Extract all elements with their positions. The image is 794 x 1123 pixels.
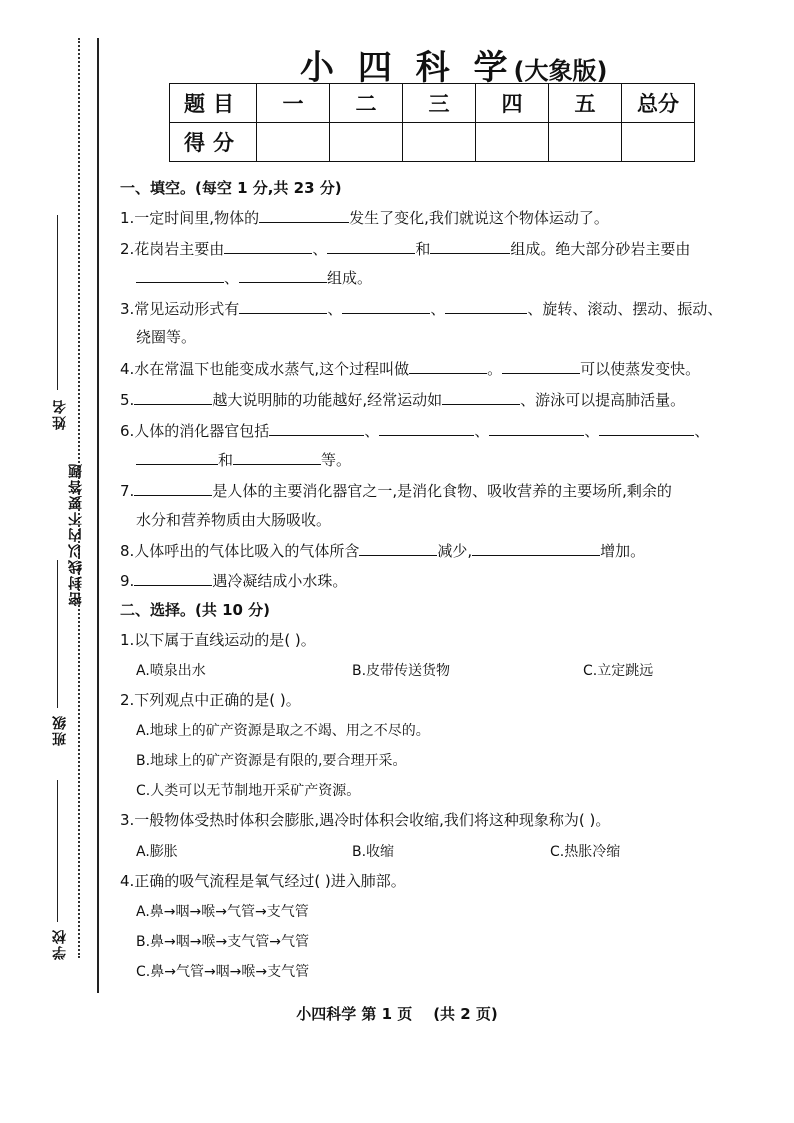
edition-text: (大象版) [513, 57, 608, 85]
choice-q3-stem: 3.一般物体受热时体积会膨胀,遇冷时体积会收缩,我们将这种现象称为( )。 [120, 811, 611, 829]
section1-heading: 一、填空。(每空 1 分,共 23 分) [120, 179, 342, 197]
q6-text-b: 、 [364, 422, 380, 440]
page-footer: 小四科学 第 1 页 (共 2 页) [296, 1005, 498, 1023]
fill-q2-line2 [136, 267, 372, 288]
binding-line [97, 38, 99, 993]
q8-text-b: 减少, [437, 542, 473, 560]
fill-q6-line2 [136, 449, 351, 470]
q2-text-f: 组成。 [327, 269, 373, 287]
q7-text-a: 7. [120, 482, 135, 500]
q2-text-b: 、 [312, 240, 328, 258]
q5-text-a: 5. [120, 391, 135, 409]
fill-q9 [120, 570, 347, 591]
q1-text-a: 1.一定时间里,物体的 [120, 209, 260, 227]
q8-text-a: 8.人体呼出的气体比吸入的气体所含 [120, 542, 360, 560]
score-cell: 一 [257, 84, 330, 123]
fill-q2-line1 [120, 238, 690, 259]
answer-blank[interactable] [489, 420, 584, 436]
score-input-cell[interactable] [622, 123, 695, 162]
score-cell: 三 [403, 84, 476, 123]
fill-q4 [120, 358, 700, 379]
choice-q1-option-b[interactable]: B.皮带传送货物 [352, 663, 451, 679]
fill-q6-line1 [120, 420, 709, 441]
fill-q7-line2: 水分和营养物质由大肠吸收。 [136, 511, 332, 529]
score-cell: 总分 [622, 84, 695, 123]
answer-blank[interactable] [409, 358, 487, 374]
score-table-score-row [170, 123, 695, 162]
answer-blank[interactable] [445, 298, 527, 314]
q8-text-c: 增加。 [600, 542, 646, 560]
answer-blank[interactable] [599, 420, 694, 436]
q4-text-c: 可以使蒸发变快。 [580, 360, 701, 378]
score-input-cell[interactable] [476, 123, 549, 162]
score-table-header-row [170, 84, 695, 123]
answer-blank[interactable] [502, 358, 580, 374]
fill-q3-line2: 绕圈等。 [136, 328, 197, 346]
q6-text-f: 等。 [321, 451, 352, 469]
answer-blank[interactable] [442, 389, 520, 405]
q2-text-d: 组成。绝大部分砂岩主要由 [510, 240, 691, 258]
score-label-cell: 得分 [170, 123, 257, 162]
q6-text-d: 、 [584, 422, 600, 440]
answer-blank[interactable] [430, 238, 510, 254]
q2-text-c: 和 [415, 240, 431, 258]
q4-text-a: 4.水在常温下也能变成水蒸气,这个过程叫做 [120, 360, 410, 378]
answer-blank[interactable] [359, 540, 437, 556]
choice-q1-option-c[interactable]: C.立定跳远 [583, 663, 654, 679]
score-input-cell[interactable] [257, 123, 330, 162]
choice-q2-option-b[interactable]: B.地球上的矿产资源是有限的,要合理开采。 [136, 753, 407, 769]
title-text: 小 四 科 学 [300, 48, 514, 88]
score-cell: 题目 [170, 84, 257, 123]
q4-text-b: 。 [487, 360, 503, 378]
answer-blank[interactable] [327, 238, 415, 254]
q1-text-b: 发生了变化,我们就说这个物体运动了。 [349, 209, 609, 227]
q3-text-d: 、旋转、滚动、摆动、振动、 [527, 300, 723, 318]
q5-text-b: 越大说明肺的功能越好,经常运动如 [212, 391, 443, 409]
answer-blank[interactable] [134, 570, 212, 586]
choice-q1-option-a[interactable]: A.喷泉出水 [136, 663, 206, 679]
fill-q8 [120, 540, 645, 561]
q9-text-a: 9. [120, 572, 135, 590]
answer-blank[interactable] [379, 420, 474, 436]
score-cell: 五 [549, 84, 622, 123]
school-field[interactable] [57, 780, 58, 922]
choice-q2-stem: 2.下列观点中正确的是( )。 [120, 691, 301, 709]
q3-text-a: 3.常见运动形式有 [120, 300, 240, 318]
q9-text-b: 遇冷凝结成小水珠。 [212, 572, 348, 590]
answer-blank[interactable] [233, 449, 321, 465]
q5-text-c: 、游泳可以提高肺活量。 [520, 391, 686, 409]
score-input-cell[interactable] [330, 123, 403, 162]
score-input-cell[interactable] [549, 123, 622, 162]
fill-q3-line1 [120, 298, 722, 319]
q6-text-b2: 、 [694, 422, 710, 440]
answer-blank[interactable] [259, 207, 349, 223]
answer-blank[interactable] [136, 449, 218, 465]
answer-blank[interactable] [136, 267, 224, 283]
school-label: 学校 [52, 928, 68, 960]
q6-text-c: 、 [474, 422, 490, 440]
choice-q4-option-c[interactable]: C.鼻→气管→咽→喉→支气管 [136, 964, 310, 980]
q3-text-c: 、 [430, 300, 446, 318]
answer-blank[interactable] [134, 480, 212, 496]
seal-warning: 密封线以内不要答题 [68, 462, 84, 606]
choice-q2-option-c[interactable]: C.人类可以无节制地开采矿产资源。 [136, 783, 361, 799]
choice-q3-option-b[interactable]: B.收缩 [352, 844, 395, 860]
class-field[interactable] [57, 560, 58, 708]
answer-blank[interactable] [224, 238, 312, 254]
fill-q7-line1 [120, 480, 672, 501]
choice-q4-option-a[interactable]: A.鼻→咽→喉→气管→支气管 [136, 904, 309, 920]
answer-blank[interactable] [269, 420, 364, 436]
q2-text-e: 、 [224, 269, 240, 287]
name-label: 姓名 [52, 398, 68, 430]
q6-text-a: 6.人体的消化器官包括 [120, 422, 270, 440]
section2-heading: 二、选择。(共 10 分) [120, 601, 271, 619]
q2-text-a: 2.花岗岩主要由 [120, 240, 225, 258]
q6-text-e: 和 [218, 451, 234, 469]
choice-q3-option-a[interactable]: A.膨胀 [136, 844, 178, 860]
choice-q2-option-a[interactable]: A.地球上的矿产资源是取之不竭、用之不尽的。 [136, 723, 430, 739]
score-table [169, 83, 695, 162]
answer-blank[interactable] [239, 267, 327, 283]
score-cell: 二 [330, 84, 403, 123]
class-label: 班级 [52, 714, 68, 746]
score-input-cell[interactable] [403, 123, 476, 162]
choice-q4-option-b[interactable]: B.鼻→咽→喉→支气管→气管 [136, 934, 309, 950]
fill-q5 [120, 389, 685, 410]
choice-q1-stem: 1.以下属于直线运动的是( )。 [120, 631, 316, 649]
name-field[interactable] [57, 215, 58, 390]
fill-q1 [120, 207, 609, 228]
q7-text-b: 是人体的主要消化器官之一,是消化食物、吸收营养的主要场所,剩余的 [212, 482, 672, 500]
choice-q4-stem: 4.正确的吸气流程是氧气经过( )进入肺部。 [120, 872, 406, 890]
choice-q3-option-c[interactable]: C.热胀冷缩 [550, 844, 621, 860]
answer-blank[interactable] [239, 298, 327, 314]
q3-text-b: 、 [327, 300, 343, 318]
score-cell: 四 [476, 84, 549, 123]
answer-blank[interactable] [472, 540, 600, 556]
answer-blank[interactable] [342, 298, 430, 314]
answer-blank[interactable] [134, 389, 212, 405]
page-title [300, 40, 607, 89]
